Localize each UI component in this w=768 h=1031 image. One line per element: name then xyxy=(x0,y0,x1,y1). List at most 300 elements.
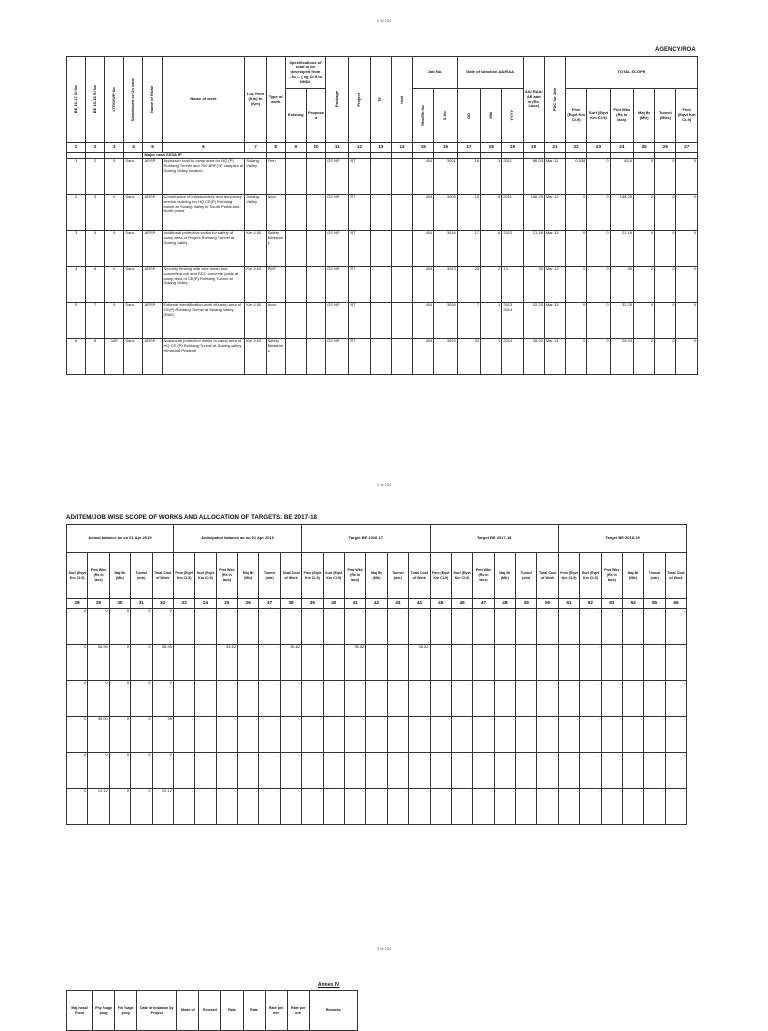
table-cell: - xyxy=(387,717,408,753)
annex-header: Date of initiation by Project xyxy=(137,991,177,1031)
table-row xyxy=(67,195,698,231)
annex-header: Maj head/ Fund xyxy=(67,991,93,1031)
table-cell: - xyxy=(430,609,451,645)
cell-ltro: 0 xyxy=(105,267,124,303)
table-cell: - xyxy=(366,681,387,717)
subhead: Pmt Wks (Rs in lacs) xyxy=(601,553,622,599)
table-cell: - xyxy=(323,681,344,717)
table-cell: - xyxy=(473,717,494,753)
table-cell: - xyxy=(537,609,558,645)
annex-table xyxy=(66,990,358,1031)
subhead: Total Cost of Work xyxy=(280,553,301,599)
cell-sno: 3026 xyxy=(434,303,457,339)
table-cell: 0 xyxy=(152,609,173,645)
table-cell: 0 xyxy=(88,753,109,789)
table-cell: 0 xyxy=(67,681,88,717)
hdr-package: Package xyxy=(326,57,349,143)
subhead: Pmt Wks (Rs in lacs) xyxy=(473,553,494,599)
subhead: Tunnel (mtr) xyxy=(387,553,408,599)
table-cell: - xyxy=(558,681,579,717)
table-cell: - xyxy=(238,753,259,789)
column-number: 9 xyxy=(285,143,306,153)
table-row xyxy=(67,609,687,645)
table-cell: - xyxy=(323,753,344,789)
cell-fmn: 0.538 xyxy=(566,159,587,195)
table-cell: - xyxy=(302,609,323,645)
table-cell: - xyxy=(238,609,259,645)
cell-tunnel: 0 xyxy=(655,303,676,339)
subhead: Maj Br (Mtr) xyxy=(109,553,130,599)
cell-loc: Solang Valley xyxy=(245,195,266,231)
table-cell: - xyxy=(430,717,451,753)
table-cell: 0 xyxy=(88,609,109,645)
group-actual-balance: Actual balance as on 01 Apr 2015 xyxy=(67,525,174,553)
table-cell: - xyxy=(409,789,430,825)
table-cell: - xyxy=(516,753,537,789)
table-cell: - xyxy=(344,681,365,717)
hdr-job-no: Job No. xyxy=(413,57,458,89)
column-number: 17 xyxy=(457,143,480,153)
table-cell: - xyxy=(665,753,686,789)
table-cell: 10.12 xyxy=(88,789,109,825)
table-cell: 56.95 xyxy=(152,645,173,681)
subhead: Total Cost of Work xyxy=(537,553,558,599)
cell-be1516: 6 xyxy=(86,267,105,303)
table-cell: - xyxy=(409,717,430,753)
cell-sno: 3029 xyxy=(434,339,457,375)
table-cell: - xyxy=(323,789,344,825)
cell-be1516: 8 xyxy=(86,339,105,375)
table-cell: - xyxy=(665,681,686,717)
column-number: 43 xyxy=(387,599,408,609)
column-number: 1 xyxy=(67,143,86,153)
cell-majbr: 0 xyxy=(634,267,655,303)
cell-aa: 28.93 xyxy=(523,339,544,375)
cell-pmt: 158.25 xyxy=(610,195,633,231)
table-cell: - xyxy=(366,717,387,753)
cell-type: Accn xyxy=(266,195,285,231)
table-cell: - xyxy=(409,753,430,789)
cell-pdc: Mar-13 xyxy=(544,267,565,303)
table-cell: 0 xyxy=(152,753,173,789)
table-cell: - xyxy=(665,609,686,645)
cell-tf: - xyxy=(370,303,391,339)
subhead: Total Cost of Work xyxy=(152,553,173,599)
cell-pmt: 65.6 xyxy=(610,159,633,195)
cell-tunnel: 0 xyxy=(655,267,676,303)
table-cell: - xyxy=(451,789,472,825)
table-cell: - xyxy=(259,753,280,789)
table-cell: - xyxy=(409,609,430,645)
column-number: 24 xyxy=(195,599,216,609)
cell-tunnel: 0 xyxy=(655,231,676,267)
cell-empty xyxy=(306,339,325,375)
table-cell: - xyxy=(173,609,194,645)
cell-surf: 0 xyxy=(587,231,610,267)
cell-loc: Solang Valley xyxy=(245,159,266,195)
column-number: 18 xyxy=(481,143,502,153)
table-cell: - xyxy=(280,753,301,789)
table-cell: - xyxy=(494,681,515,717)
hdr-sno: S No xyxy=(434,89,457,143)
cell-proj: RT xyxy=(349,195,370,231)
subhead: Surf (Eqvt Km Cl-9) xyxy=(67,553,88,599)
cell-pdc: Mar-13 xyxy=(544,303,565,339)
cell-fmn2: 0 xyxy=(676,195,698,231)
table-row xyxy=(67,645,687,681)
table-cell: - xyxy=(387,789,408,825)
column-number: 22 xyxy=(566,143,587,153)
cell-be1516: 5 xyxy=(86,231,105,267)
cell-sl: 5 xyxy=(67,303,86,339)
hdr-pmt: Pmt Wks (Rs in lacs) xyxy=(610,89,633,143)
column-number: 29 xyxy=(88,599,109,609)
table-cell: - xyxy=(280,681,301,717)
cell-work: Approach road to camp area for HQ (P) Rohtang Tunnel and 750 BRF(TF camples at Solang Valley location xyxy=(162,159,245,195)
cell-rbo: 404 xyxy=(413,267,434,303)
cell-surf: 0 xyxy=(587,267,610,303)
column-number: 25 xyxy=(634,143,655,153)
column-number-row xyxy=(67,143,698,153)
subhead: Total Cost of Work xyxy=(409,553,430,599)
subhead: Tunnel (mtr) xyxy=(516,553,537,599)
cell-tunnel: 0 xyxy=(655,159,676,195)
hdr-existing: Existing xyxy=(285,89,306,143)
table-cell: - xyxy=(537,753,558,789)
table-cell: - xyxy=(430,753,451,789)
table-row xyxy=(67,753,687,789)
subhead: Maj Br (Mtr) xyxy=(622,553,643,599)
annex-header: Rate xyxy=(243,991,265,1031)
table-cell: 0 xyxy=(67,609,88,645)
table-row xyxy=(67,681,687,717)
table-cell: - xyxy=(622,717,643,753)
table-cell: - xyxy=(494,645,515,681)
table-cell: 0 xyxy=(109,717,130,753)
table-cell: - xyxy=(537,645,558,681)
annex-header: Rate per mtr xyxy=(287,991,309,1031)
table-row xyxy=(67,717,687,753)
table-cell: 0 xyxy=(109,681,130,717)
hdr-name-of-work: Name of work xyxy=(162,57,245,143)
column-number: 26 xyxy=(238,599,259,609)
cell-mm: 6 xyxy=(481,195,502,231)
table-cell: 0 xyxy=(152,681,173,717)
hdr-aa-amt: AA/ RAA/ AE amt in (Rs. Lacs) xyxy=(523,57,544,143)
table-cell: - xyxy=(622,645,643,681)
cell-rbo: 404 xyxy=(413,231,434,267)
table-cell: 56.95 xyxy=(88,645,109,681)
hdr-rbo: Rbo/Rb No xyxy=(413,89,434,143)
cell-sl: 3 xyxy=(67,231,86,267)
table-cell: - xyxy=(473,681,494,717)
column-number: 48 xyxy=(494,599,515,609)
cell-fmn2: 0 xyxy=(676,339,698,375)
cell-sanc: Sanc xyxy=(124,195,143,231)
table-cell: - xyxy=(387,681,408,717)
cell-fmn: 0 xyxy=(566,303,587,339)
hdr-spec: Specifications of road to be developed from ...to ... ( eg Cl-9 to NHDL xyxy=(285,57,325,89)
cell-dd: 25 xyxy=(457,267,480,303)
table-cell: 0 xyxy=(109,789,130,825)
cell-yyyy: 2014 xyxy=(502,339,523,375)
table-cell: - xyxy=(302,789,323,825)
cell-road: ARSP xyxy=(143,267,162,303)
table-cell: - xyxy=(580,789,601,825)
table-cell: - xyxy=(516,789,537,825)
table-cell: - xyxy=(195,681,216,717)
column-number: 27 xyxy=(676,143,698,153)
cell-surf: 0 xyxy=(587,303,610,339)
cell-fmn: 0 xyxy=(566,231,587,267)
hdr-surf: Surf (Eqvt Km Cl-9) xyxy=(587,89,610,143)
subhead: Surf (Eqvt Km Cl-9) xyxy=(195,553,216,599)
table-cell: - xyxy=(494,609,515,645)
table-cell: - xyxy=(302,753,323,789)
table-cell: - xyxy=(494,717,515,753)
table-cell: - xyxy=(580,717,601,753)
table-cell: - xyxy=(280,609,301,645)
table-cell: - xyxy=(216,609,237,645)
table-cell: - xyxy=(665,789,686,825)
table-cell: - xyxy=(366,753,387,789)
cell-sanc: Sanc xyxy=(124,159,143,195)
table-cell: - xyxy=(195,789,216,825)
table-cell: - xyxy=(173,753,194,789)
cell-majbr: 0 xyxy=(634,195,655,231)
subhead: Pmt Wks (Rs in lacs) xyxy=(88,553,109,599)
cell-dd: 7 xyxy=(457,303,480,339)
table-cell: 0 xyxy=(88,681,109,717)
hdr-dd: DD xyxy=(457,89,480,143)
column-number: 10 xyxy=(306,143,325,153)
cell-aa: 21.18 xyxy=(523,231,544,267)
table-cell: - xyxy=(173,681,194,717)
table-cell: - xyxy=(644,681,665,717)
annex-header: Phy %age prog xyxy=(93,991,115,1031)
column-number-row xyxy=(67,599,687,609)
table-row xyxy=(67,303,698,339)
annex-header: Revised xyxy=(199,991,221,1031)
table-cell: - xyxy=(195,753,216,789)
table-cell: - xyxy=(644,609,665,645)
table-cell: - xyxy=(537,681,558,717)
cell-dd: 17 xyxy=(457,231,480,267)
table-cell: - xyxy=(259,609,280,645)
column-number: 19 xyxy=(502,143,523,153)
column-number: 47 xyxy=(473,599,494,609)
hdr-type: Type of work xyxy=(266,57,285,143)
table-cell: - xyxy=(601,681,622,717)
cell-ltro: 0 xyxy=(105,303,124,339)
table-row xyxy=(67,789,687,825)
table-cell: 0 xyxy=(131,645,152,681)
cell-work: Avalanche protection works to camp area of HQ CE (P) Rohtang Tunnel at Solang valley, Himachal Pradesh xyxy=(162,339,245,375)
table-cell: - xyxy=(451,645,472,681)
table-cell: 39.00 xyxy=(88,717,109,753)
cell-fmn: 0 xyxy=(566,267,587,303)
table-cell: 0 xyxy=(109,609,130,645)
table-cell: - xyxy=(216,681,237,717)
group-target-1718: Target BE 2017-18 xyxy=(430,525,558,553)
column-number: 12 xyxy=(349,143,370,153)
column-number: 16 xyxy=(434,143,457,153)
hdr-sanctioned: Sanctioned or Un sanc xyxy=(124,57,143,143)
table-cell: - xyxy=(173,717,194,753)
hdr-pdc: PDC for Job xyxy=(544,57,565,143)
cell-empty xyxy=(306,159,325,195)
page-number: 3 of 234 xyxy=(376,946,392,951)
table-cell: - xyxy=(216,789,237,825)
cell-dd: 15 xyxy=(457,195,480,231)
cell-ltro: 0 xyxy=(105,159,124,195)
table-cell: - xyxy=(259,645,280,681)
table-cell: - xyxy=(323,717,344,753)
table-cell: - xyxy=(558,717,579,753)
subhead: Fmn (Eqvt Km Cl-9) xyxy=(302,553,323,599)
hdr-proposed: Propose d xyxy=(306,89,325,143)
column-number: 8 xyxy=(266,143,285,153)
cell-sanc: Sanc xyxy=(124,339,143,375)
table-cell: - xyxy=(516,609,537,645)
column-number: 38 xyxy=(280,599,301,609)
table-cell: - xyxy=(516,717,537,753)
cell-empty xyxy=(391,231,412,267)
cell-aa: 158.25 xyxy=(523,195,544,231)
cell-sanc: Sanc xyxy=(124,267,143,303)
group-target-1819: Target BE 2018-19 xyxy=(558,525,686,553)
table-cell: 35.62 xyxy=(280,645,301,681)
column-number: 13 xyxy=(370,143,391,153)
cell-work: Security fencing with wire mesh and concertina coil and RCC concrete posts at camp area of CE(P) Rohtang Tunnel at Solang Valley xyxy=(162,267,245,303)
subhead: Fmn (Eqvt Km Cl-9) xyxy=(558,553,579,599)
cell-empty xyxy=(285,339,306,375)
cell-work: Construction of infrastructure and temporary service building for HQ CE(P) Rohtang tunnel at Solang Valley in South Portal and North portal xyxy=(162,195,245,231)
subhead: Pmt Wks (Rs in lacs) xyxy=(344,553,365,599)
column-number: 45 xyxy=(430,599,451,609)
table-cell: - xyxy=(238,789,259,825)
table-row xyxy=(67,231,698,267)
annex-header: Mode of xyxy=(177,991,199,1031)
cell-pkg: GS NP xyxy=(326,303,349,339)
table-row xyxy=(67,267,698,303)
cell-yyyy: 2011 xyxy=(502,159,523,195)
column-number: 56 xyxy=(665,599,686,609)
hdr-unit: Unit xyxy=(391,57,412,143)
cell-empty xyxy=(391,159,412,195)
cell-fmn2: 0 xyxy=(676,231,698,267)
scope-table-part2 xyxy=(66,524,687,825)
hdr-sanction-date: Date of sanction AA/RAA xyxy=(457,57,523,89)
table-cell: - xyxy=(558,609,579,645)
hdr-majbr: Maj Br (Mtr) xyxy=(634,89,655,143)
cell-loc: Km 4.00 xyxy=(245,339,266,375)
annex-header: Rate per mtr xyxy=(265,991,287,1031)
table-cell: - xyxy=(216,717,237,753)
cell-empty xyxy=(285,231,306,267)
hdr-be1516: BE 15-16 Sl No xyxy=(86,57,105,143)
cell-pkg: GS NP xyxy=(326,339,349,375)
cell-mm: 1 xyxy=(481,339,502,375)
hdr-project: Project xyxy=(349,57,370,143)
annex-label: Annex IV xyxy=(318,982,340,988)
cell-empty xyxy=(306,231,325,267)
cell-rbo: 404 xyxy=(413,339,434,375)
table-cell: - xyxy=(622,681,643,717)
cell-majbr: 0 xyxy=(634,231,655,267)
column-number: 42 xyxy=(366,599,387,609)
table-cell: - xyxy=(537,789,558,825)
cell-surf: 0 xyxy=(587,159,610,195)
hdr-be1617: BE 16-17 Sl No xyxy=(67,57,86,143)
hdr-mm: MM xyxy=(481,89,502,143)
table-cell: 0 xyxy=(109,753,130,789)
cell-loc: Km 4.00 xyxy=(245,303,266,339)
column-number: 54 xyxy=(622,599,643,609)
cell-yyyy: 2011 xyxy=(502,195,523,231)
cell-majbr: 0 xyxy=(634,159,655,195)
table-cell: - xyxy=(302,717,323,753)
table-cell: 0 xyxy=(67,717,88,753)
hdr-fmn: Fmn (Eqvt Km Cl-9) xyxy=(566,89,587,143)
page-number: 1 of 234 xyxy=(376,18,392,23)
table-cell: - xyxy=(344,789,365,825)
cell-sl: 1 xyxy=(67,159,86,195)
column-number: 30 xyxy=(109,599,130,609)
cell-empty xyxy=(391,195,412,231)
cell-mm: 8 xyxy=(481,231,502,267)
table-cell: - xyxy=(302,681,323,717)
table-cell: - xyxy=(622,789,643,825)
table-cell: - xyxy=(238,717,259,753)
cell-proj: RT xyxy=(349,339,370,375)
subhead: Tunnel (mtr) xyxy=(131,553,152,599)
cell-empty xyxy=(306,303,325,339)
cell-empty xyxy=(306,195,325,231)
cell-pkg: GS NP xyxy=(326,195,349,231)
table-cell: - xyxy=(516,645,537,681)
table-cell: - xyxy=(622,753,643,789)
table-cell: - xyxy=(173,789,194,825)
cell-pmt: 39 xyxy=(610,267,633,303)
table-cell: - xyxy=(430,789,451,825)
subhead: Maj Br (Mtr) xyxy=(366,553,387,599)
table-cell: - xyxy=(259,681,280,717)
table-cell: - xyxy=(387,645,408,681)
table-cell: 0 xyxy=(131,753,152,789)
cell-road: ARSP xyxy=(143,159,162,195)
table-cell: - xyxy=(451,609,472,645)
hdr-loc: Loc from (Km) to (Km) xyxy=(245,57,266,143)
cell-dd: 31 xyxy=(457,339,480,375)
cell-surf: 0 xyxy=(587,195,610,231)
cell-sno: 3001 xyxy=(434,159,457,195)
cell-surf: 0 xyxy=(587,339,610,375)
table-cell: - xyxy=(238,645,259,681)
cell-type: Safety Measure s xyxy=(266,231,285,267)
table-cell: - xyxy=(558,645,579,681)
cell-fmn: 0 xyxy=(566,339,587,375)
cell-tf: - xyxy=(370,267,391,303)
cell-pdc: Mar-11 xyxy=(544,159,565,195)
cell-aa: 86.05 xyxy=(523,159,544,195)
cell-sanc: Sanc xyxy=(124,303,143,339)
agency-label: AGENCY/ROA xyxy=(655,47,696,53)
cell-empty xyxy=(391,339,412,375)
cell-type: Safety Measure s xyxy=(266,339,285,375)
column-number: 55 xyxy=(644,599,665,609)
cell-mm: 1 xyxy=(481,303,502,339)
